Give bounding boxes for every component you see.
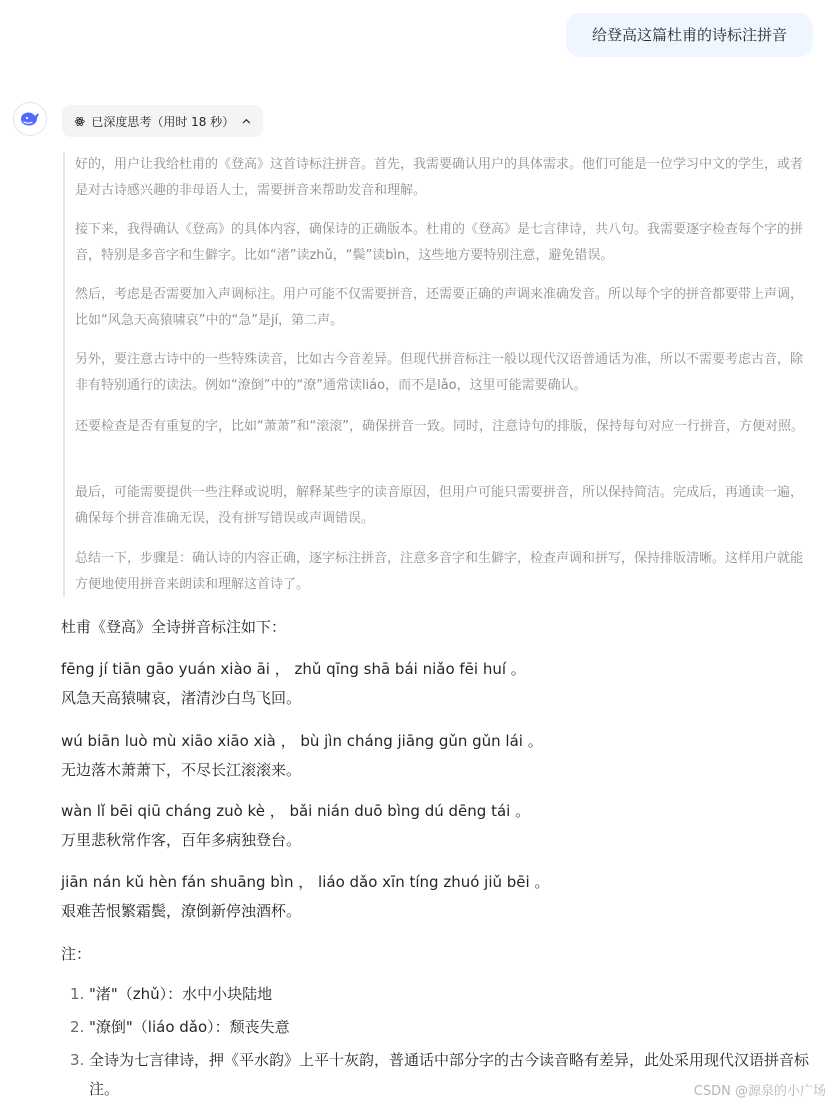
thinking-toggle-button[interactable] [62,105,263,137]
thinking-paragraph: 另外，要注意古诗中的一些特殊读音，比如古今音差异。但现代拼音标注一般以现代汉语普通话为准，所以不需要考虑古音，除非有特别通行的读法。例如“潦倒”中的“潦”通常读liáo，而不是lǎo，这里可能需要确认。 [75,352,804,393]
stanza-hanzi: 风急天高猿啸哀，渚清沙白鸟飞回。 [61,689,302,707]
note-item [70,980,810,1009]
note-text: 全诗为七言律诗，押《平水韵》上平十灰韵，普通话中部分字的古今读音略有差异，此处采用现代汉语拼音标注。 [89,1051,810,1098]
note-item [70,1013,810,1042]
assistant-avatar [13,102,47,136]
user-message-bubble [566,13,813,57]
note-text: "潦倒"（liáo dǎo）：颓丧失意 [89,1018,290,1036]
atom-icon [74,115,85,128]
thinking-toggle-label: 已深度思考（用时 18 秒） [91,114,235,129]
stanza-pinyin: jiān nán kǔ hèn fán shuāng bìn ， liáo dǎo xīn tíng zhuó jiǔ bēi 。 [61,873,550,891]
notes-title: 注： [61,945,92,963]
stanza-hanzi: 艰难苦恨繁霜鬓，潦倒新停浊酒杯。 [61,902,302,920]
watermark: CSDN @源泉的小广场 [693,1084,826,1099]
note-number: 2. [70,1018,85,1036]
note-text: "渚"（zhǔ）：水中小块陆地 [89,985,273,1003]
stanza-pinyin: wàn lǐ bēi qiū cháng zuò kè ， bǎi nián duō bìng dú dēng tái 。 [61,802,531,820]
stanza-hanzi: 无边落木萧萧下，不尽长江滚滚来。 [61,761,302,779]
thinking-paragraph: 好的，用户让我给杜甫的《登高》这首诗标注拼音。首先，我需要确认用户的具体需求。他们可能是一位学习中文的学生，或者是对古诗感兴趣的非母语人士，需要拼音来帮助发音和理解。 [75,157,804,198]
stanza-pinyin: fēng jí tiān gāo yuán xiào āi ， zhǔ qīng shā bái niǎo fēi huí 。 [61,660,526,678]
thinking-paragraph: 最后，可能需要提供一些注释或说明，解释某些字的读音原因，但用户可能只需要拼音，所以保持简洁。完成后，再通读一遍，确保每个拼音准确无误，没有拼写错误或声调错误。 [75,485,804,526]
thinking-paragraph: 总结一下，步骤是：确认诗的内容正确，逐字标注拼音，注意多音字和生僻字，检查声调和拼写，保持排版清晰。这样用户就能方便地使用拼音来朗读和理解这首诗了。 [75,551,804,592]
whale-logo-icon [18,107,42,131]
answer-intro: 杜甫《登高》全诗拼音标注如下： [61,618,287,636]
thinking-paragraph: 然后，考虑是否需要加入声调标注。用户可能不仅需要拼音，还需要正确的声调来准确发音。所以每个字的拼音都要带上声调，比如“风急天高猿啸哀”中的“急”是jí，第二声。 [75,287,804,328]
chevron-up-icon [242,116,251,126]
stanza-pinyin: wú biān luò mù xiāo xiāo xià ， bù jìn cháng jiāng gǔn gǔn lái 。 [61,732,543,750]
thinking-block [63,152,808,597]
note-number: 3. [70,1051,85,1069]
thinking-paragraph: 接下来，我得确认《登高》的具体内容，确保诗的正确版本。杜甫的《登高》是七言律诗，共八句。我需要逐字检查每个字的拼音，特别是多音字和生僻字。比如“渚”读zhǔ，“鬓”读bìn，这些地方要特别注意，避免错误。 [75,222,804,263]
stanza-hanzi: 万里悲秋常作客，百年多病独登台。 [61,831,302,849]
note-number: 1. [70,985,85,1003]
thinking-paragraph: 还要检查是否有重复的字，比如“萧萧”和“滚滚”，确保拼音一致。同时，注意诗句的排版，保持每句对应一行拼音，方便对照。 [75,419,804,434]
user-message-text: 给登高这篇杜甫的诗标注拼音 [591,26,787,44]
